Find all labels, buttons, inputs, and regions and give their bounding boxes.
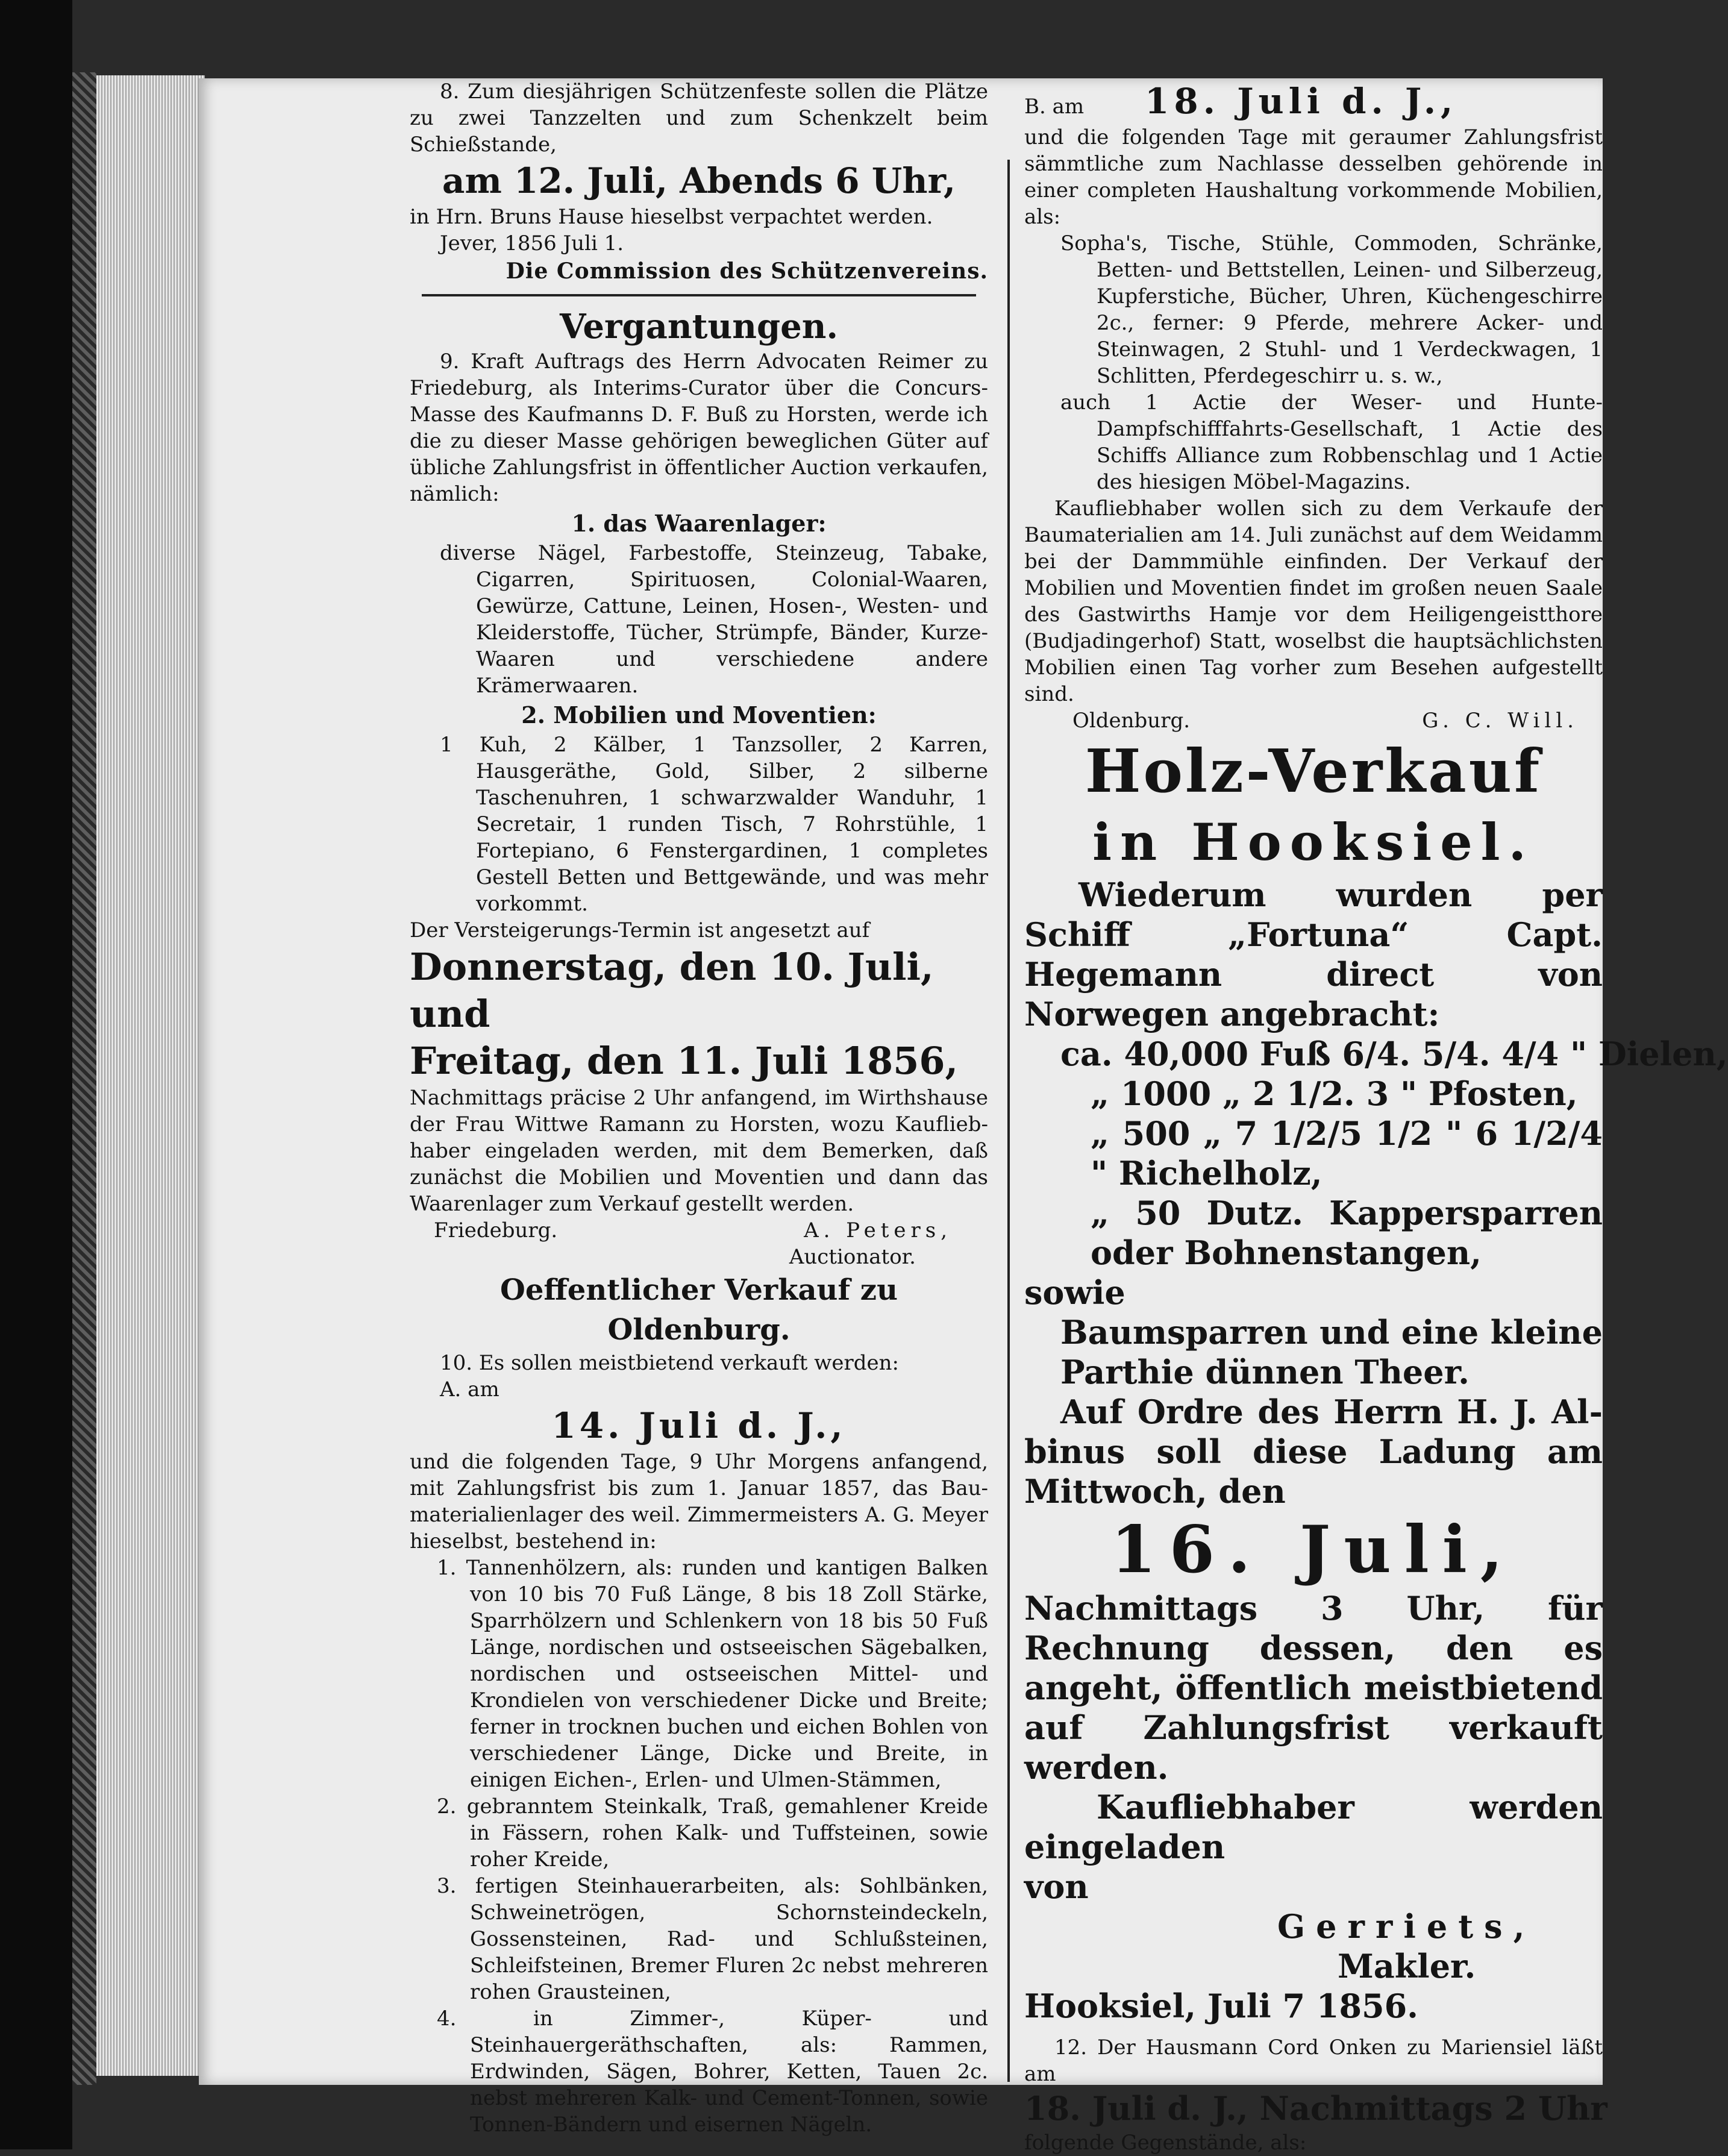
holz-text: Wiederum wurden per Schiff „Fortuna“ Capt. Hegemann direct von Norwegen angebracht: — [1024, 876, 1603, 1033]
notice-9-sub1-text: diverse Nägel, Farbestoffe, Steinzeug, Tabake, Cigarren, Spirituosen, Colonial-Waaren, Gewürze, Cattune, Leinen, Hosen-, Westen- und Kleiderstoffe, Tücher, Strümpfe, Bänder, Kurze-Waaren und verschiedene andere Krämerwaaren. — [440, 541, 988, 698]
b-intro: und die folgenden Tage mit geraumer Zahlungsfrist sämmtliche zum Nachlasse desselben gehörende in einer completen Haushaltung vorkommende Mobilien, als: — [1024, 125, 1603, 229]
notice-10-item-4: 4. in Zimmer-, Küper- und Steinhauergeräthschaften, als: Rammen, Erdwinden, Sägen, Bohrer, Ketten, Tauen 2c. nebst mehreren Kalk- und Cement-Tonnen, sowie Tonnen-Bändern und eisernen Nägeln. — [437, 2007, 988, 2137]
notice-12-rest: folgende Gegenstände, als: — [1024, 2131, 1307, 2155]
b-place: Oldenburg. — [1072, 709, 1191, 733]
notice-9-sub1: 1. das Waarenlager: — [571, 510, 827, 537]
b-aktien: auch 1 Actie der Weser- und Hunte-Dampfschifffahrts-Gesellschaft, 1 Actie des Schiffs Alliance zum Robbenschlag und 1 Actie des hiesigen Möbel-Magazins. — [1060, 390, 1603, 494]
notice-8-date: am 12. Juli, Abends 6 Uhr, — [442, 160, 956, 201]
b-date: 18. Juli d. J., — [1145, 81, 1458, 122]
holz-line-3: „ 500 „ 7 1/2/5 1/2 " 6 1/2/4 " Richelholz, — [1091, 1114, 1603, 1192]
holz-date: 16. Juli, — [1110, 1512, 1517, 1588]
notice-10-intro: und die folgenden Tage, 9 Uhr Morgens anfangend, mit Zahlungsfrist bis zum 1. Januar 1857, das Baumaterialienlager des weil. Zimmermeisters A. G. Meyer hieselbst, bestehend in: — [410, 1450, 988, 1553]
b-kauf: Kaufliebhaber wollen sich zu dem Verkaufe der Baumaterialien am 14. Juli zunächst auf dem Weidamm bei der Dammmühle einfinden. Der Verkauf der Mobilien und Moventien findet im großen neuen Saale des Gastwirths Hamje vor dem Heiligengeistthore (Budjadingerhof) Statt, woselbst die hauptsächlichsten Mobilien einen Tag vorher zum Besehen aufgestellt sind. — [1024, 497, 1603, 706]
holz-von: von — [1024, 1867, 1089, 1906]
notice-8-signature: Die Commission des Schützenvereins. — [506, 259, 988, 284]
peters-signature-row — [410, 1217, 988, 1244]
notice-8-text: 8. Zum diesjährigen Schützenfeste sollen die Plätze zu zwei Tanzzelten und zum Schenkzelt beim Schießstande, — [410, 80, 988, 157]
oldenburg-heading: Oeffentlicher Verkauf zu Oldenburg. — [500, 1273, 898, 1347]
b-signature-row — [1024, 707, 1603, 734]
notice-9-text: 9. Kraft Auftrags des Herrn Advocaten Reimer zu Friedeburg, als Interims-Curator über die Concurs-Masse des Kaufmanns D. F. Buß zu Horsten, werde ich die zu dieser Masse gehörigen beweglichen Güter auf übliche Zahlungsfrist in öffentlicher Auction verkaufen, nämlich: — [410, 349, 988, 506]
peters-name: A. Peters, — [804, 1218, 952, 1243]
termin-date-2: Freitag, den 11. Juli 1856, — [410, 1039, 959, 1083]
peters-title: Auctionator. — [789, 1245, 916, 1269]
holz-dateline: Hooksiel, Juli 7 1856. — [1024, 1987, 1418, 2025]
section-rule — [422, 294, 976, 296]
b-date-row — [1024, 78, 1603, 124]
section-heading: Vergantungen. — [560, 307, 838, 346]
holz-rest: Nachmittags 3 Uhr, für Rechnung dessen, den es angeht, öffentlich meistbietend auf Zahlungsfrist verkauft werden. — [1024, 1589, 1603, 1787]
page-edges — [96, 75, 205, 2076]
holz-name: Gerriets, — [1277, 1907, 1536, 1946]
spine-cover — [72, 72, 96, 2085]
holz-title: Holz-Verkauf — [1085, 737, 1542, 806]
termin-text: Nachmittags präcise 2 Uhr anfangend, im Wirthshause der Frau Wittwe Ramann zu Horsten, wozu Kaufliebhaber eingeladen werden, mit dem Bemerken, daß zunächst die Mobilien und Moventien und dann das Waarenlager zum Verkauf gestellt werden. — [410, 1086, 988, 1216]
holz-sowie: sowie — [1024, 1273, 1125, 1312]
b-mobilien: Sopha's, Tische, Stühle, Commoden, Schränke, Betten- und Bettstellen, Leinen- und Silberzeug, Kupferstiche, Bücher, Uhren, Küchengeschirre 2c., ferner: 9 Pferde, mehrere Acker- und Steinwagen, 2 Stuhl- und 1 Verdeckwagen, 1 Schlitten, Pferdegeschirr u. s. w., — [1060, 231, 1603, 388]
termin-intro: Der Versteigerungs-Termin ist angesetzt auf — [410, 918, 870, 942]
notice-10-date: 14. Juli d. J., — [551, 1405, 847, 1446]
holz-kauf: Kaufliebhaber werden eingeladen — [1024, 1788, 1603, 1866]
holz-line-4: „ 50 Dutz. Kappersparren oder Bohnenstangen, — [1091, 1194, 1603, 1272]
notice-12-text: 12. Der Hausmann Cord Onken zu Mariensiel läßt am — [1024, 2035, 1603, 2086]
termin-date-1: Donnerstag, den 10. Juli, und — [410, 945, 934, 1036]
holz-ordre: Auf Ordre des Herrn H. J. Albinus soll diese Ladung am Mittwoch, den — [1024, 1393, 1603, 1511]
peters-place: Friedeburg. — [434, 1218, 558, 1243]
holz-line-5: Baumsparren und eine kleine Parthie dünnen Theer. — [1060, 1313, 1603, 1391]
notice-12-date: 18. Juli d. J., Nachmittags 2 Uhr — [1024, 2089, 1607, 2128]
notice-10-item-1: 1. Tannenhölzern, als: runden und kantigen Balken von 10 bis 70 Fuß Länge, 8 bis 18 Zoll Stärke, Sparrhölzern und Schlenkern von 18 bis 50 Fuß Länge, nordischen und ostseeischen Sägebalken, nordischen und ostseeischen Mittel- und Krondielen von verschiedener Dicke und Breite; ferner in trocknen buchen und eichen Bohlen von verschiedener Länge, Dicke und Breite, in einigen Eichen-, Erlen- und Ulmen-Stämmen, — [437, 1556, 988, 1792]
column-divider — [1007, 160, 1010, 2082]
holz-line-2: „ 1000 „ 2 1/2. 3 " Pfosten, — [1091, 1074, 1578, 1113]
b-label: B. am — [1024, 95, 1085, 119]
b-name: G. C. Will. — [1422, 709, 1579, 733]
holz-title2: Makler. — [1338, 1947, 1476, 1985]
right-column — [1024, 78, 1728, 2156]
holz-line-1: ca. 40,000 Fuß 6/4. 5/4. 4/4 " Dielen, — [1060, 1035, 1728, 1073]
notice-10-text: 10. Es sollen meistbietend verkauft werden: — [440, 1351, 899, 1375]
notice-10-a: A. am — [440, 1377, 499, 1402]
notice-8-dateline: Jever, 1856 Juli 1. — [440, 231, 624, 255]
left-column — [410, 78, 988, 2138]
hook-title: in Hooksiel. — [1092, 812, 1535, 872]
notice-9-sub2: 2. Mobilien und Moventien: — [521, 701, 877, 729]
notice-10-item-2: 2. gebranntem Steinkalk, Traß, gemahlener Kreide in Fässern, rohen Kalk- und Tuffsteinen, sowie roher Kreide, — [437, 1794, 988, 1872]
notice-10-item-3: 3. fertigen Steinhauerarbeiten, als: Sohlbänken, Schweinetrögen, Schornsteindeckeln, Gossensteinen, Rad- und Schlußsteinen, Schleifsteinen, Bremer Fluren 2c nebst mehreren rohen Grausteinen, — [437, 1874, 988, 2004]
book-binding — [0, 0, 72, 2149]
notice-9-sub2-text: 1 Kuh, 2 Kälber, 1 Tanzsoller, 2 Karren, Hausgeräthe, Gold, Silber, 2 silberne Taschenuhren, 1 schwarzwalder Wanduhr, 1 Secretair, 1 runden Tisch, 7 Rohrstühle, 1 Fortepiano, 6 Fenstergardinen, 1 completes Gestell Betten und Bettgewände, und was mehr vorkommt. — [440, 733, 988, 916]
notice-8-place: in Hrn. Bruns Hause hieselbst verpachtet werden. — [410, 205, 933, 229]
